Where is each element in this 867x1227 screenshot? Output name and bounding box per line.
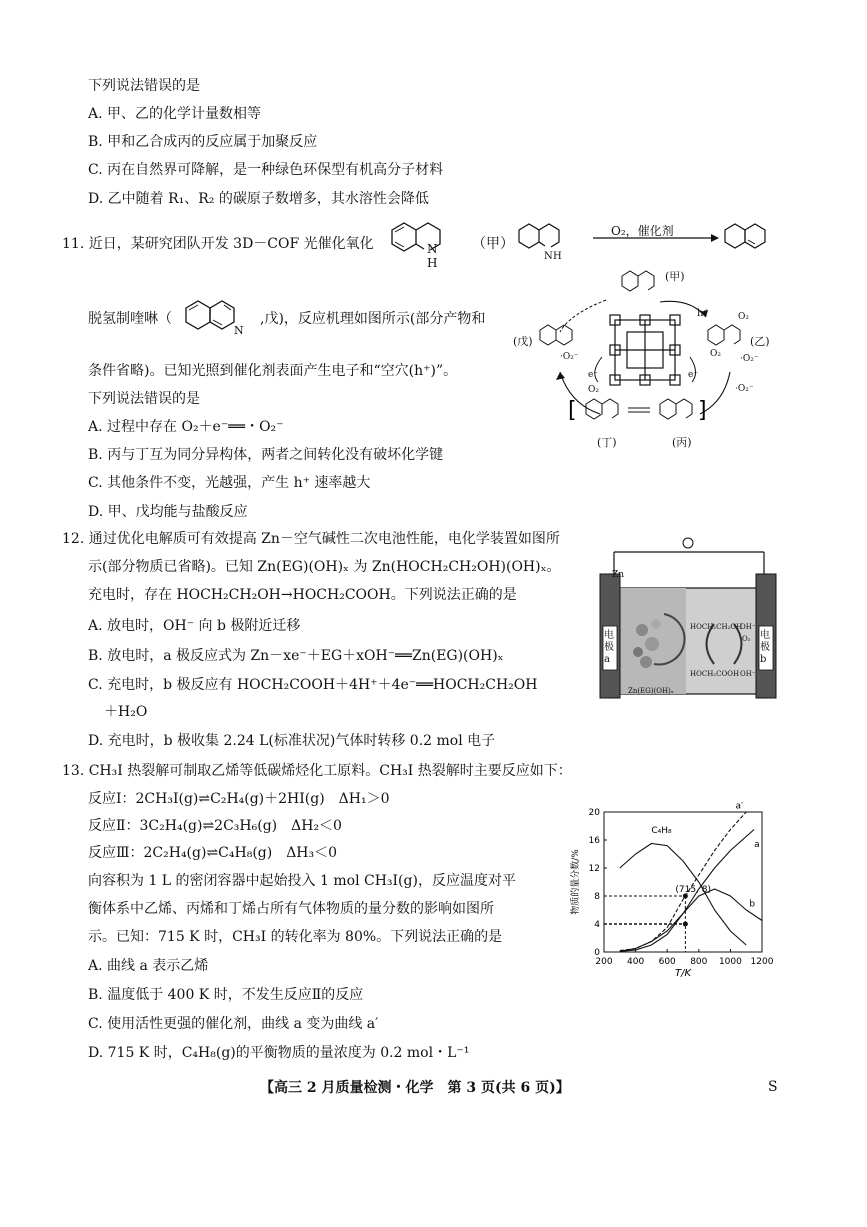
q13-reaction-2: 反应Ⅱ：3C₂H₄(g)⇌2C₃H₆(g) ΔH₂＜0	[88, 818, 342, 834]
q11-stem: 下列说法错误的是	[88, 391, 200, 407]
q13-option-a: A. 曲线 a 表示乙烯	[88, 958, 209, 974]
x-tick-label: 1200	[750, 957, 774, 967]
q13-line6: 衡体系中乙烯、丙烯和丁烯占所有气体物质的量分数的影响如图所	[88, 901, 494, 917]
battery-label-oh-2: OH⁻	[740, 670, 756, 678]
q11-line3: 条件省略)。已知光照到催化剂表面产生电子和“空穴(h⁺)”。	[88, 363, 458, 379]
y-axis-label: 物质的量分数/%	[571, 849, 581, 915]
series-label: C₄H₈	[651, 826, 672, 836]
mech-label-o2-b: O₂	[710, 349, 721, 359]
tetrahydroquinoline-structure	[384, 218, 468, 262]
mech-label-wu: (戊)	[513, 335, 533, 348]
q13-line7: 示。已知：715 K 时，CH₃I 的转化率为 80%。下列说法正确的是	[88, 929, 503, 945]
q12-line3: 充电时，存在 HOCH₂CH₂OH→HOCH₂COOH。下列说法正确的是	[88, 587, 517, 603]
battery-electrode-a: 电极a	[604, 630, 614, 665]
q11-option-c: C. 其他条件不变，光越强，产生 h⁺ 速率越大	[88, 475, 371, 491]
q13-line1: 13. CH₃I 热裂解可制取乙烯等低碳烯烃化工原料。CH₃I 热裂解时主要反应如下：	[62, 763, 572, 779]
q10-stem: 下列说法错误的是	[88, 78, 200, 94]
mech-label-o2-c: O₂	[738, 312, 749, 322]
q11-option-b: B. 丙与丁互为同分异构体，两者之间转化没有破坏化学键	[88, 447, 444, 463]
quinoline-n-label: N	[234, 324, 244, 337]
y-tick-label: 0	[594, 948, 600, 958]
q10-option-a: A. 甲、乙的化学计量数相等	[88, 106, 262, 122]
q12-option-b: B. 放电时，a 极反应式为 Zn－xe⁻＋EG＋xOH⁻══Zn(EG)(OH)ₓ	[88, 648, 504, 664]
page-marker: S	[768, 1079, 778, 1095]
q11-option-a: A. 过程中存在 O₂＋e⁻══・O₂⁻	[88, 419, 284, 435]
mech-label-o2-radical-2: ·O₂⁻	[735, 384, 754, 394]
x-tick-label: 400	[627, 957, 645, 967]
page-footer: 【高三 2 月质量检测・化学 第 3 页(共 6 页)】	[260, 1080, 570, 1096]
mech-label-e1: e⁻	[588, 370, 599, 380]
q13-reaction-3: 反应Ⅲ：2C₂H₄(g)⇌C₄H₈(g) ΔH₃＜0	[88, 845, 338, 861]
mech-label-o2-radical-3: ·O₂⁻	[740, 354, 759, 364]
mech-label-jia: (甲)	[665, 270, 685, 283]
series-label: b	[749, 899, 756, 910]
q11-option-d: D. 甲、戊均能与盐酸反应	[88, 504, 248, 520]
scheme-arrow-label: O₂，催化剂	[611, 224, 674, 238]
mech-label-h-plus: h⁺	[697, 308, 709, 319]
battery-label-glycolic: HOCH₂COOH	[690, 670, 740, 678]
q12-option-c: C. 充电时，b 极反应有 HOCH₂COOH＋4H⁺＋4e⁻══HOCH₂CH₂OH	[88, 677, 538, 693]
y-tick-label: 12	[588, 864, 600, 874]
series-label: a′	[735, 801, 744, 812]
point-715-4	[683, 922, 688, 927]
battery-label-o2: O₂	[742, 635, 751, 643]
series-line-b	[620, 889, 762, 951]
scheme-h-label: H	[553, 251, 562, 262]
x-tick-label: 1000	[718, 957, 742, 967]
mech-label-ding: (丁)	[597, 436, 617, 449]
battery-zn-label: Zn	[612, 570, 625, 580]
x-tick-label: 200	[595, 957, 613, 967]
mech-label-o2-radical-1: ·O₂⁻	[560, 352, 579, 362]
q12-option-d: D. 充电时，b 极收集 2.24 L(标准状况)气体时转移 0.2 mol 电子	[88, 733, 496, 749]
x-tick-label: 600	[658, 957, 676, 967]
q11-line2a: 脱氢制喹啉（	[88, 311, 172, 327]
mech-label-o2-a: O₂	[588, 385, 599, 395]
q13-option-d: D. 715 K 时，C₄H₈(g)的平衡物质的量浓度为 0.2 mol・L⁻¹	[88, 1045, 470, 1061]
plot-frame	[604, 812, 762, 952]
scheme-n-label: N	[544, 251, 553, 262]
quinoline-structure	[178, 296, 268, 340]
q10-option-d: D. 乙中随着 R₁、R₂ 的碳原子数增多，其水溶性会降低	[88, 191, 429, 207]
q13-option-c: C. 使用活性更强的催化剂，曲线 a 变为曲线 a′	[88, 1016, 379, 1032]
amine-h-label: H	[427, 256, 438, 270]
x-axis-label: T/K	[674, 968, 692, 979]
series-label: a	[754, 840, 760, 850]
battery-electrode-b: 电极b	[760, 630, 770, 665]
mole-fraction-chart	[566, 800, 782, 980]
q13-line5: 向容积为 1 L 的密闭容器中起始投入 1 mol CH₃I(g)，反应温度对平	[88, 873, 516, 889]
svg-text:[: [	[568, 398, 577, 423]
y-tick-label: 8	[594, 892, 600, 902]
q13-option-b: B. 温度低于 400 K 时，不发生反应Ⅱ的反应	[88, 987, 364, 1003]
mech-label-yi: (乙)	[750, 335, 770, 348]
battery-label-zn-eg: Zn(EG)(OH)ₓ	[628, 687, 674, 695]
battery-label-oh: OH⁻	[740, 623, 756, 631]
mech-label-bing: (丙)	[672, 436, 692, 449]
y-tick-label: 4	[594, 920, 600, 930]
q12-option-c-cont: ＋H₂O	[104, 704, 148, 720]
x-tick-label: 800	[690, 957, 708, 967]
q10-option-b: B. 甲和乙合成丙的反应属于加聚反应	[88, 134, 318, 150]
q12-line2: 示(部分物质已省略)。已知 Zn(EG)(OH)ₓ 为 Zn(HOCH₂CH₂OH)(OH)ₓ。	[88, 559, 561, 575]
y-tick-label: 20	[588, 808, 600, 818]
mech-label-e2: e⁻	[688, 370, 699, 380]
battery-label-glycol: HOCH₂CH₂OH	[690, 623, 743, 631]
amine-n-label: N	[427, 242, 438, 256]
svg-text:]: ]	[698, 398, 707, 423]
y-tick-label: 16	[588, 836, 600, 846]
q12-option-a: A. 放电时，OH⁻ 向 b 极附近迁移	[88, 618, 301, 634]
q10-option-c: C. 丙在自然界可降解，是一种绿色环保型有机高分子材料	[88, 162, 444, 178]
series-line-a′	[620, 812, 746, 951]
q12-line1: 12. 通过优化电解质可有效提高 Zn－空气碱性二次电池性能，电化学装置如图所	[62, 531, 560, 547]
q13-reaction-1: 反应Ⅰ：2CH₃I(g)⇌C₂H₄(g)＋2HI(g) ΔH₁＞0	[88, 791, 390, 807]
annotation-label: (715, 8)	[675, 885, 712, 895]
q11-line1: 11. 近日，某研究团队开发 3D－COF 光催化氧化	[62, 236, 374, 252]
q11-jia-label: （甲）	[472, 236, 514, 252]
q11-line2b: ,戊)，反应机理如图所示(部分产物和	[260, 311, 486, 327]
